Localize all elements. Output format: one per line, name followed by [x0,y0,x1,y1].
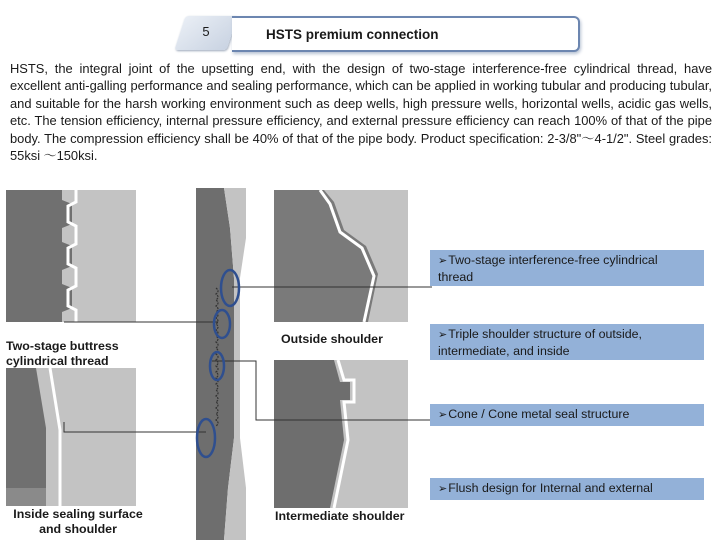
slide-title: HSTS premium connection [266,27,439,42]
ring-highlight-thread [221,270,239,306]
arrow-bullet-icon: ➢ [438,255,448,267]
feature-text: Triple shoulder structure of outside, intermediate, and inside [438,327,642,358]
feature-text: Two-stage interference-free cylindrical thread [438,253,658,284]
feature-text: Cone / Cone metal seal structure [448,407,630,421]
label-intermediate-shoulder: Intermediate shoulder [275,509,405,523]
label-inside-sealing: Inside sealing surface and shoulder [13,507,143,536]
label-two-stage-buttress: Two-stage buttress cylindrical thread [6,339,119,368]
label-outside-shoulder: Outside shoulder [281,332,383,346]
feature-text: Flush design for Internal and external [448,481,653,495]
feature-callout-seal [430,404,704,426]
ring-highlight-inside [197,419,215,457]
arrow-bullet-icon: ➢ [438,329,448,341]
ring-highlight-outside [214,310,230,338]
arrow-bullet-icon: ➢ [438,483,448,495]
intro-paragraph: HSTS, the integral joint of the upsetting end, with the design of two-stage interference-free cylindrical thread, have excellent anti-galling performance and sealing performance, which can be applied in working tubular and producing tubular, and suitable for the harsh working environment such as deep wells, high pressure wells, horizontal wells, acidic gas wells, etc. The tension efficiency, internal pressure efficiency, and external pressure efficiency can reach 100% of that of the pipe body. The compression efficiency shall be 40% of that of the pipe body. Product specification: 2-3/8"～4-1/2". Steel grades: 55ksi ～150ksi. [10,61,712,164]
feature-callout-shoulder [430,324,704,360]
slide-number: 5 [202,24,210,39]
feature-callout-thread [430,250,704,286]
arrow-bullet-icon: ➢ [438,409,448,421]
feature-callout-flush [430,478,704,500]
ring-highlight-intermediate [210,352,224,380]
